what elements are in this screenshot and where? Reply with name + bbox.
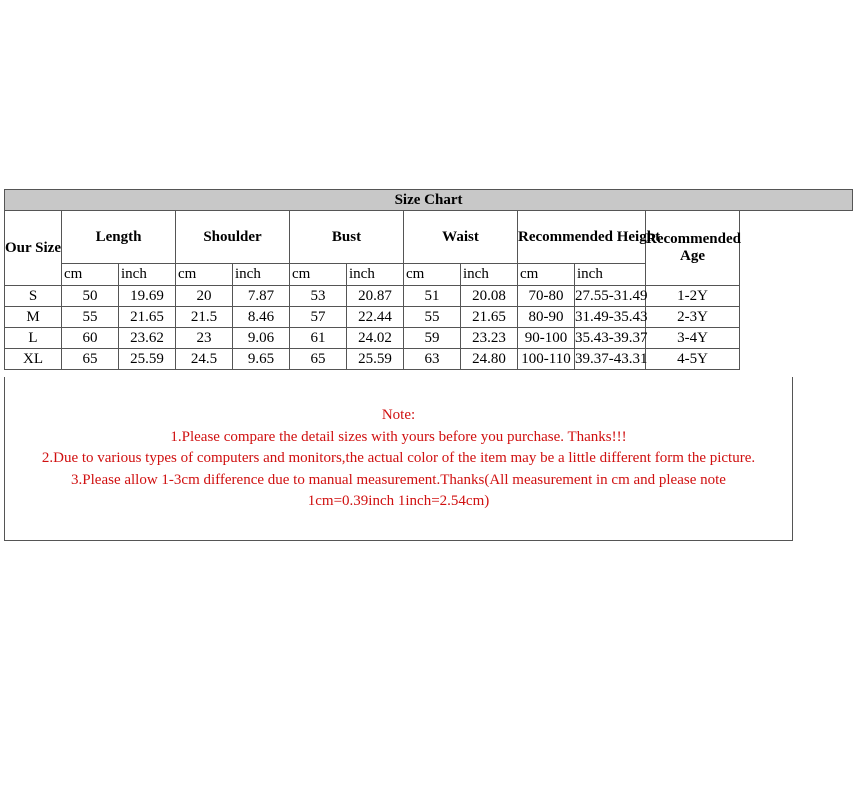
cell-length-inch: 21.65 xyxy=(119,307,176,328)
cell-waist-inch: 23.23 xyxy=(461,328,518,349)
unit-inch: inch xyxy=(575,264,646,286)
cell-length-cm: 60 xyxy=(62,328,119,349)
unit-inch: inch xyxy=(119,264,176,286)
cell-shoulder-cm: 24.5 xyxy=(176,349,233,370)
notes-panel xyxy=(4,377,793,541)
cell-age: 2-3Y xyxy=(646,307,740,328)
unit-cm: cm xyxy=(290,264,347,286)
notes-heading: Note: xyxy=(381,407,416,423)
cell-bust-inch: 25.59 xyxy=(347,349,404,370)
cell-waist-cm: 51 xyxy=(404,286,461,307)
cell-shoulder-inch: 8.46 xyxy=(233,307,290,328)
cell-shoulder-inch: 9.06 xyxy=(233,328,290,349)
cell-height-inch: 27.55-31.49 xyxy=(575,286,646,307)
cell-height-inch: 35.43-39.37 xyxy=(575,328,646,349)
cell-length-cm: 65 xyxy=(62,349,119,370)
cell-height-inch: 39.37-43.31 xyxy=(575,349,646,370)
cell-height-inch: 31.49-35.43 xyxy=(575,307,646,328)
cell-waist-cm: 63 xyxy=(404,349,461,370)
unit-cm: cm xyxy=(404,264,461,286)
cell-height-cm: 70-80 xyxy=(518,286,575,307)
note-line: 3.Please allow 1-3cm difference due to manual measurement.Thanks(All measurement in cm and please note xyxy=(71,471,726,488)
header-shoulder: Shoulder xyxy=(176,211,290,264)
cell-height-cm: 100-110 xyxy=(518,349,575,370)
cell-waist-inch: 24.80 xyxy=(461,349,518,370)
cell-waist-inch: 21.65 xyxy=(461,307,518,328)
size-chart-table xyxy=(4,189,853,370)
cell-age: 1-2Y xyxy=(646,286,740,307)
cell-length-cm: 55 xyxy=(62,307,119,328)
cell-age: 3-4Y xyxy=(646,328,740,349)
cell-bust-inch: 20.87 xyxy=(347,286,404,307)
header-size: Our Size xyxy=(5,211,62,286)
cell-shoulder-cm: 21.5 xyxy=(176,307,233,328)
unit-cm: cm xyxy=(62,264,119,286)
table-row xyxy=(5,349,853,370)
cell-length-inch: 25.59 xyxy=(119,349,176,370)
table-row xyxy=(5,286,853,307)
cell-height-cm: 90-100 xyxy=(518,328,575,349)
cell-waist-cm: 59 xyxy=(404,328,461,349)
cell-shoulder-cm: 20 xyxy=(176,286,233,307)
header-bust: Bust xyxy=(290,211,404,264)
unit-inch: inch xyxy=(461,264,518,286)
note-line: 1cm=0.39inch 1inch=2.54cm) xyxy=(307,493,490,509)
cell-length-inch: 23.62 xyxy=(119,328,176,349)
header-waist: Waist xyxy=(404,211,518,264)
header-height: Recommended Height xyxy=(518,211,646,264)
table-title: Size Chart xyxy=(5,190,853,211)
cell-waist-cm: 55 xyxy=(404,307,461,328)
cell-bust-cm: 53 xyxy=(290,286,347,307)
cell-length-cm: 50 xyxy=(62,286,119,307)
note-line: 1.Please compare the detail sizes with yours before you purchase. Thanks!!! xyxy=(170,428,627,445)
note-line: 2.Due to various types of computers and monitors,the actual color of the item may be a little different form the picture. xyxy=(41,450,756,466)
cell-size: L xyxy=(5,328,62,349)
cell-bust-cm: 61 xyxy=(290,328,347,349)
cell-shoulder-inch: 9.65 xyxy=(233,349,290,370)
table-row xyxy=(5,307,853,328)
unit-inch: inch xyxy=(347,264,404,286)
cell-shoulder-cm: 23 xyxy=(176,328,233,349)
unit-cm: cm xyxy=(176,264,233,286)
cell-bust-inch: 24.02 xyxy=(347,328,404,349)
cell-size: M xyxy=(5,307,62,328)
cell-size: S xyxy=(5,286,62,307)
cell-bust-cm: 57 xyxy=(290,307,347,328)
header-age: Recommended Age xyxy=(646,211,740,286)
cell-waist-inch: 20.08 xyxy=(461,286,518,307)
unit-cm: cm xyxy=(518,264,575,286)
cell-length-inch: 19.69 xyxy=(119,286,176,307)
cell-height-cm: 80-90 xyxy=(518,307,575,328)
unit-inch: inch xyxy=(233,264,290,286)
table-row xyxy=(5,328,853,349)
header-length: Length xyxy=(62,211,176,264)
cell-size: XL xyxy=(5,349,62,370)
cell-bust-inch: 22.44 xyxy=(347,307,404,328)
cell-bust-cm: 65 xyxy=(290,349,347,370)
cell-age: 4-5Y xyxy=(646,349,740,370)
cell-shoulder-inch: 7.87 xyxy=(233,286,290,307)
